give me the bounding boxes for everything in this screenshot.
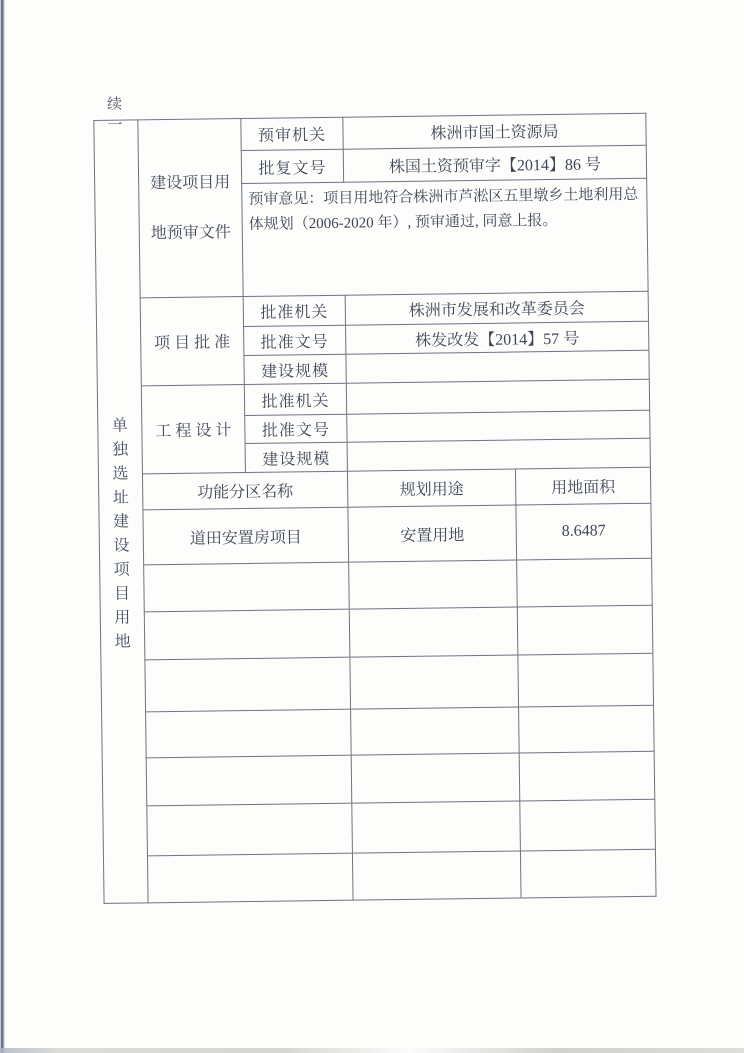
- zone-row: [103, 849, 656, 903]
- zone-name-cell: [145, 657, 351, 712]
- zone-name-cell: [144, 609, 350, 660]
- zone-name-cell: [147, 853, 353, 903]
- field-label-preapproval-agency: 预审机关: [241, 117, 343, 150]
- zone-name-cell: [146, 755, 352, 806]
- zone-area-cell: 8.6487: [516, 503, 652, 560]
- zone-use-cell: [350, 655, 519, 709]
- zone-row: [100, 605, 653, 660]
- zone-use-cell: [351, 707, 520, 755]
- zone-row: [102, 705, 655, 758]
- field-value-preapproval-agency: 株洲市国土资源局: [343, 113, 646, 149]
- preapproval-opinion-line2: 体规划（2006-2020 年）, 预审通过, 同意上报。: [248, 212, 558, 233]
- side-group-label: 单独选址建设项目用地: [111, 417, 131, 651]
- zone-use-cell: 安置用地: [348, 505, 517, 562]
- zones-header-name: 功能分区名称: [142, 471, 347, 510]
- zone-use-cell: [352, 801, 521, 853]
- preapproval-opinion-line1: 预审意见：项目用地符合株洲市芦淞区五里墩乡土地利用总: [248, 186, 639, 208]
- zone-area-cell: [518, 653, 654, 707]
- field-value-approval-construction-scale: [346, 350, 649, 383]
- preapproval-label-line2: 地预审文件: [150, 223, 231, 242]
- field-label-design-agency: 批准机关: [244, 383, 346, 415]
- zone-area-cell: [517, 605, 653, 655]
- zones-header-land-area: 用地面积: [515, 467, 650, 505]
- zone-area-cell: [519, 705, 655, 753]
- zone-area-cell: [520, 849, 656, 898]
- project-approval-section-label-cell: 项 目 批 准: [140, 297, 244, 386]
- field-label-approval-construction-scale: 建设规模: [244, 354, 346, 384]
- field-value-approval-doc-number: 株发改发【2014】57 号: [346, 321, 649, 354]
- zone-name-cell: [147, 803, 353, 856]
- zone-name-cell: [146, 709, 352, 758]
- preapproval-section-label-cell: [138, 119, 243, 298]
- field-value-design-agency: [346, 379, 649, 414]
- scan-left-edge-artifact: [0, 0, 5, 1053]
- field-label-approval-doc-number: 批准文号: [244, 325, 346, 355]
- zone-name-cell: 道田安置房项目: [143, 507, 349, 565]
- engineering-design-section-label-cell: 工 程 设 计: [141, 385, 245, 474]
- field-label-design-doc-number: 批准文号: [245, 414, 347, 443]
- zone-use-cell: [352, 851, 521, 900]
- zone-row: [100, 558, 653, 612]
- zone-row: [102, 751, 655, 806]
- zone-use-cell: [351, 753, 520, 803]
- zone-area-cell: [520, 799, 656, 851]
- field-value-reply-doc-number: 株国土资预审字【2014】86 号: [343, 145, 646, 182]
- zone-use-cell: [349, 560, 518, 609]
- zone-area-cell: [517, 558, 653, 607]
- field-value-approval-agency: 株洲市发展和改革委员会: [345, 291, 648, 325]
- zone-row: [101, 653, 654, 712]
- zone-area-cell: [519, 751, 655, 801]
- field-label-design-construction-scale: 建设规模: [245, 442, 347, 472]
- field-label-approval-agency: 批准机关: [243, 295, 345, 326]
- zone-use-cell: [349, 607, 518, 657]
- zone-name-cell: [144, 562, 350, 612]
- zone-row: [103, 799, 656, 856]
- scan-bottom-edge-artifact: [0, 1048, 744, 1053]
- preapproval-opinion-cell: [242, 178, 648, 296]
- continuation-label: 续一: [107, 96, 124, 134]
- field-value-design-doc-number: [347, 410, 650, 442]
- zones-header-planned-use: 规划用途: [347, 469, 515, 507]
- field-value-design-construction-scale: [347, 438, 650, 471]
- preapproval-label-line1: 建设项目用: [150, 173, 231, 192]
- land-use-form-table: [93, 113, 656, 904]
- zone-row: [99, 503, 652, 565]
- field-label-reply-doc-number: 批复文号: [241, 149, 343, 183]
